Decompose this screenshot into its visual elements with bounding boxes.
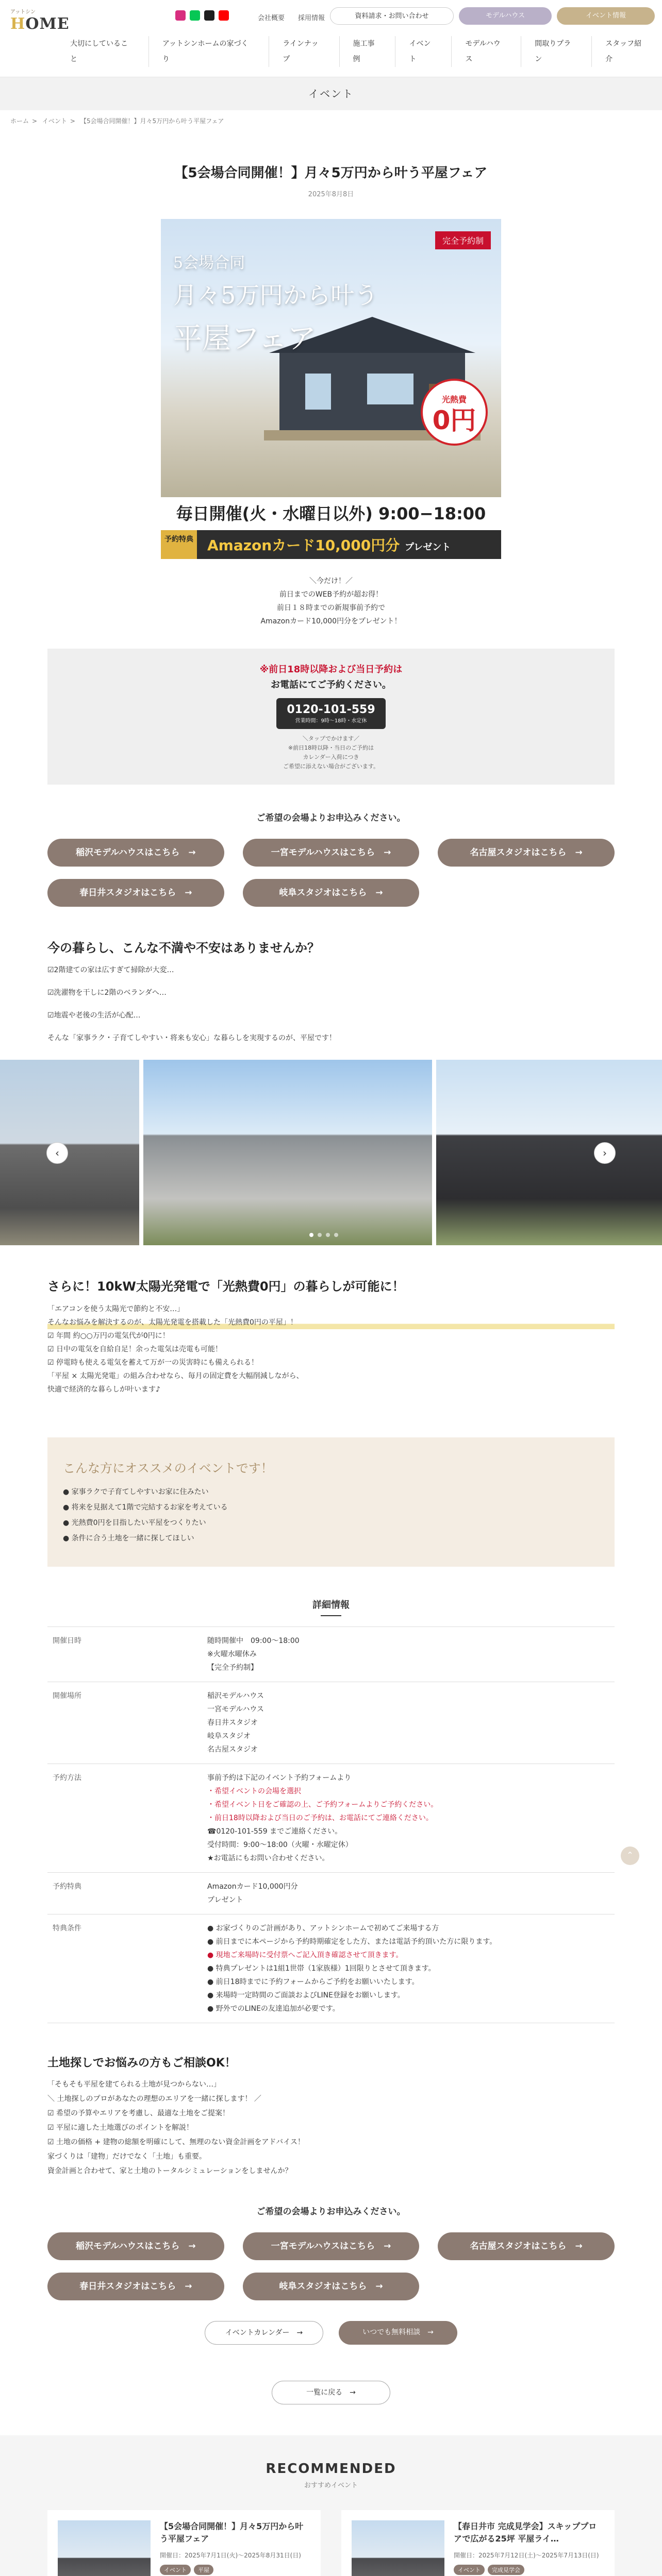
cta-lead-2: ご希望の会場よりお申込みください。 <box>256 2207 406 2217</box>
detail-key: 特典条件 <box>47 1914 202 2023</box>
land-section <box>47 2054 615 2178</box>
table-row <box>47 1627 615 1682</box>
solar-line: ☑ 停電時も使える電気を蓄えて万が一の災害時にも備えられる！ <box>47 1359 258 1367</box>
carousel-dots <box>309 1233 338 1237</box>
nav-item[interactable]: ラインナップ <box>269 36 339 67</box>
photo-carousel <box>0 1060 662 1245</box>
hero-present-bar <box>161 530 501 559</box>
solar-line: ☑ 日中の電気を自給自足！余った電気は売電も可能！ <box>47 1345 222 1353</box>
nav-item[interactable]: スタッフ紹介 <box>591 36 662 67</box>
recommended-card[interactable] <box>47 2510 321 2576</box>
header-docs-button[interactable]: 資料請求・お問い合わせ <box>330 7 454 25</box>
table-row <box>47 1873 615 1914</box>
card-info <box>454 2520 604 2576</box>
nav-item[interactable]: 大切にしていること <box>70 40 128 63</box>
recommended-card[interactable] <box>341 2510 615 2576</box>
solar-line: 快適で経済的な暮らしが叶います♪ <box>47 1385 160 1394</box>
notice-line2: お電話にてご予約ください。 <box>271 680 391 690</box>
venue-button-inazawa[interactable]: 稲沢モデルハウスはこちら → <box>47 839 224 867</box>
carousel-dot[interactable] <box>318 1233 322 1237</box>
header-links <box>258 12 325 22</box>
land-line: ☑ 土地の価格 + 建物の総額を明確にして、無理のない資金計画をアドバイス！ <box>47 2138 305 2146</box>
event-calendar-button[interactable]: イベントカレンダー → <box>205 2321 323 2345</box>
worries-section <box>47 938 615 1049</box>
worry-item: ☑地震や老後の生活が心配… <box>47 1011 141 1020</box>
nav-item[interactable]: イベント <box>395 36 451 67</box>
notice-line1: ※前日18時以降および当日予約は <box>259 664 403 675</box>
detail-key: 予約方法 <box>47 1764 202 1873</box>
zero-badge-label: 光熱費 <box>441 395 467 404</box>
worries-title: 今の暮らし、こんな不満や不安はありませんか？ <box>47 941 320 955</box>
card-tag: 平屋 <box>194 2565 213 2575</box>
header-social-icons <box>175 10 229 21</box>
intro-line: 前日までのWEB予約が超お得！ <box>279 590 383 599</box>
venue-button-kasugai[interactable]: 春日井スタジオはこちら → <box>47 2273 224 2300</box>
post-date: 2025年8月8日 <box>308 191 354 198</box>
zero-cost-badge <box>421 379 488 446</box>
page-band-title: イベント <box>0 77 662 110</box>
zero-badge-value: 0円 <box>432 405 476 435</box>
detail-value: 随時開催中 09:00～18:00 ※火曜水曜休み 【完全予約制】 <box>202 1627 615 1682</box>
carousel-slide <box>436 1060 662 1245</box>
solar-line: そんなお悩みを解決するのが、太陽光発電を搭載した「光熱費0円の平屋」！ <box>47 1316 615 1329</box>
instagram-icon[interactable] <box>175 10 186 21</box>
intro-text <box>47 574 615 628</box>
carousel-slide <box>0 1060 139 1245</box>
intro-line: ＼今だけ！／ <box>309 577 353 585</box>
land-line: ☑ 平屋に適した土地選びのポイントを解説！ <box>47 2124 193 2132</box>
nav-item[interactable]: 間取りプラン <box>521 36 591 67</box>
detail-value: 事前予約は下記のイベント予約フォームより ・希望イベントの会場を選択 ・希望イベント日をご確認の上、ご予約フォームよりご予約ください。 ・前日18時以降および当日のご予約は、お電話にてご連絡ください。 ☎0120-101-559 までご連絡ください。 受付時間：9:00～18:00（火曜・水曜定休） ★お電話にもお問い合わせください。 <box>202 1764 615 1873</box>
line-icon[interactable] <box>190 10 200 21</box>
worry-item: ☑2階建ての家は広すぎて掃除が大変… <box>47 966 174 974</box>
details-title: 詳細情報 <box>0 1598 662 1616</box>
worries-list <box>47 959 615 1049</box>
hero-headline <box>173 250 378 357</box>
solar-list <box>47 1302 615 1396</box>
reservation-tag: 完全予約制 <box>435 231 491 249</box>
recommended-cards <box>47 2510 615 2576</box>
land-title: 土地探しでお悩みの方もご相談OK！ <box>47 2057 236 2070</box>
breadcrumb-home[interactable]: ホーム <box>10 117 29 125</box>
link-company[interactable]: 会社概要 <box>258 14 285 22</box>
solar-line: 「平屋 × 太陽光発電」の組み合わせなら、毎月の固定費を大幅削減しながら、 <box>47 1372 304 1380</box>
venue-button-nagoya[interactable]: 名古屋スタジオはこちら → <box>438 839 615 867</box>
carousel-dot[interactable] <box>326 1233 330 1237</box>
card-meta: 開催日：2025年7月12日(土)～2025年7月13日(日) <box>454 2552 599 2559</box>
solar-quote: 「エアコンを使う太陽光で節約と不安…」 <box>47 1305 185 1313</box>
detail-key: 予約特典 <box>47 1873 202 1914</box>
table-row <box>47 1764 615 1873</box>
land-list <box>47 2077 615 2178</box>
present-chip: 予約特典 <box>161 530 197 559</box>
card-tag: イベント <box>160 2565 191 2575</box>
logo-small-text: アットシン <box>10 9 36 15</box>
carousel-prev-arrow-icon[interactable]: ‹ <box>46 1142 68 1164</box>
land-line: 家づくりは「建物」だけでなく「土地」も重要。 <box>47 2153 206 2161</box>
recommend-box <box>47 1437 615 1567</box>
carousel-dot[interactable] <box>334 1233 338 1237</box>
card-thumbnail <box>352 2520 444 2576</box>
breadcrumb-current: 【5会場合同開催！】月々5万円から叶う平屋フェア <box>80 117 224 125</box>
detail-value: Amazonカード10,000円分 プレゼント <box>202 1873 615 1914</box>
carousel-next-arrow-icon[interactable]: › <box>594 1142 616 1164</box>
present-text: Amazonカード10,000円分 プレゼント <box>207 537 451 554</box>
hero-headline-line2: 月々5万円から叶う <box>173 281 378 309</box>
phone-hours: 営業時間：9時～18時・水定休 <box>295 718 367 724</box>
youtube-icon[interactable] <box>219 10 229 21</box>
venue-button-inazawa[interactable]: 稲沢モデルハウスはこちら → <box>47 2232 224 2260</box>
recommend-item: ● 光熱費0円を目指したい平屋をつくりたい <box>63 1519 206 1527</box>
solar-section <box>47 1276 615 1396</box>
hero-headline-line3: 平屋フェア <box>173 322 317 355</box>
venue-button-nagoya[interactable]: 名古屋スタジオはこちら → <box>438 2232 615 2260</box>
recommend-title: こんな方にオススメのイベントです！ <box>63 1461 273 1476</box>
card-tag: イベント <box>454 2565 485 2575</box>
header-event-button[interactable]: イベント情報 <box>557 7 655 25</box>
page-title: 【5会場合同開催！】月々5万円から叶う平屋フェア <box>174 165 488 181</box>
page-top-arrow-icon[interactable]: ⌃ <box>621 1846 639 1865</box>
link-recruit[interactable]: 採用情報 <box>298 14 325 22</box>
venue-button-kasugai[interactable]: 春日井スタジオはこちら → <box>47 879 224 907</box>
notice-small-text: ＼タップでかけます／ ※前日18時以降・当日のご予約は カレンダー入荷につき ご希望に添えない場合がございます。 <box>283 735 379 770</box>
intro-line: 前日１８時までの新規事前予約で <box>277 604 385 612</box>
detail-value: 稲沢モデルハウス 一宮モデルハウス 春日井スタジオ 岐阜スタジオ 名古屋スタジオ <box>202 1682 615 1764</box>
solar-line: ☑ 年間 約○○万円の電気代が0円に！ <box>47 1332 170 1340</box>
card-tag: 完成見学会 <box>488 2565 524 2575</box>
back-to-list-button[interactable]: 一覧に戻る → <box>272 2381 390 2404</box>
tiktok-icon[interactable] <box>204 10 214 21</box>
land-line: ☑ 希望の予算やエリアを考慮し、最適な土地をご提案！ <box>47 2109 229 2117</box>
cta-lead: ご希望の会場よりお申込みください。 <box>256 813 406 823</box>
nav-item[interactable]: アットシンホームの家づくり <box>148 36 269 67</box>
recommend-item: ● 将来を見据えて1階で完結するお家を考えている <box>63 1503 228 1512</box>
nav-item[interactable]: 施工事例 <box>339 36 395 67</box>
breadcrumb-event[interactable]: イベント <box>42 117 67 125</box>
recommended-section <box>0 2435 662 2576</box>
site-header <box>0 0 662 77</box>
phone-call-button[interactable] <box>276 698 385 729</box>
detail-value: ● お家づくりのご計画があり、アットシンホームで初めてご来場する方 ● 前日までに本ページから予約時期確定をした方、または電話予約頂いた方に限ります。 ● 現地ご来場時に受付票へご記入頂き確認させて頂きます。 ● 特典プレゼントは1組1世帯（1家族様）1回限りとさせて頂きます。 ● 前日18時までに予約フォームからご予約をお願いいたします。 ● 来場時一定時間のご面談およびLINE登録をお願いします。 ● 野外でのLINEの友達追加が必要です。 <box>202 1914 615 2023</box>
intro-line: Amazonカード10,000円分をプレゼント！ <box>260 617 402 625</box>
table-row <box>47 1682 615 1764</box>
detail-key: 開催場所 <box>47 1682 202 1764</box>
recommended-heading: RECOMMENDED <box>266 2461 396 2477</box>
logo-wordmark: HOME <box>10 15 70 33</box>
venue-buttons-2 <box>47 2232 615 2300</box>
land-line: 資金計画と合わせて、家と土地のトータルシミュレーションをしませんか？ <box>47 2167 292 2175</box>
hero-headline-line1: 5会場合同 <box>173 254 245 272</box>
recommended-subheading: おすすめイベント <box>304 2482 358 2489</box>
recommend-list <box>63 1484 599 1546</box>
land-line: ＼ 土地探しのプロがあなたの理想のエリアを一緒に探します！ ／ <box>47 2095 261 2103</box>
solar-title: さらに！10kW太陽光発電で「光熱費0円」の暮らしが可能に！ <box>47 1279 405 1294</box>
details-table <box>47 1626 615 2023</box>
card-meta: 開催日：2025年7月1日(火)～2025年8月31日(日) <box>160 2552 301 2559</box>
venue-button-gifu[interactable]: 岐阜スタジオはこちら → <box>243 879 420 907</box>
hero-flyer <box>161 219 501 559</box>
calendar-buttons <box>0 2321 662 2345</box>
main-content <box>47 162 615 628</box>
phone-notice-box <box>47 649 615 785</box>
recommend-item: ● 条件に合う土地を一緒に探してほしい <box>63 1534 194 1543</box>
land-line: 「そもそも平屋を建てられる土地が見つからない…」 <box>47 2080 221 2089</box>
venue-button-ichinomiya[interactable]: 一宮モデルハウスはこちら → <box>243 839 420 867</box>
nav-item[interactable]: モデルハウス <box>451 36 521 67</box>
venue-buttons <box>47 839 615 907</box>
recommend-item: ● 家事ラクで子育てしやすいお家に住みたい <box>63 1488 209 1496</box>
hero-hours: 毎日開催(火・水曜日以外) 9:00−18:00 <box>161 497 501 530</box>
global-nav <box>57 36 662 67</box>
detail-key: 開催日時 <box>47 1627 202 1682</box>
table-row <box>47 1914 615 2023</box>
carousel-dot[interactable] <box>309 1233 313 1237</box>
venue-button-gifu[interactable]: 岐阜スタジオはこちら → <box>243 2273 420 2300</box>
header-model-button[interactable]: モデルハウス <box>459 7 552 25</box>
logo[interactable] <box>10 7 82 36</box>
phone-number: 0120-101-559 <box>287 703 375 716</box>
card-info <box>160 2520 310 2576</box>
card-title: 【春日井市 完成見学会】スキッププロアで広がる25坪 平屋ライ… <box>454 2521 597 2544</box>
breadcrumb: ホーム > イベント > 【5会場合同開催！】月々5万円から叶う平屋フェア <box>10 117 224 125</box>
free-consult-button[interactable]: いつでも無料相談 → <box>339 2321 457 2345</box>
worry-item: そんな「家事ラク・子育てしやすい・将来も安心」な暮らしを実現するのが、平屋です！ <box>47 1034 336 1042</box>
card-title: 【5会場合同開催！】月々5万円から叶う平屋フェア <box>160 2521 304 2544</box>
carousel-slide <box>143 1060 432 1245</box>
card-thumbnail <box>58 2520 151 2576</box>
venue-button-ichinomiya[interactable]: 一宮モデルハウスはこちら → <box>243 2232 420 2260</box>
worry-item: ☑洗濯物を干しに2階のベランダへ… <box>47 989 167 997</box>
